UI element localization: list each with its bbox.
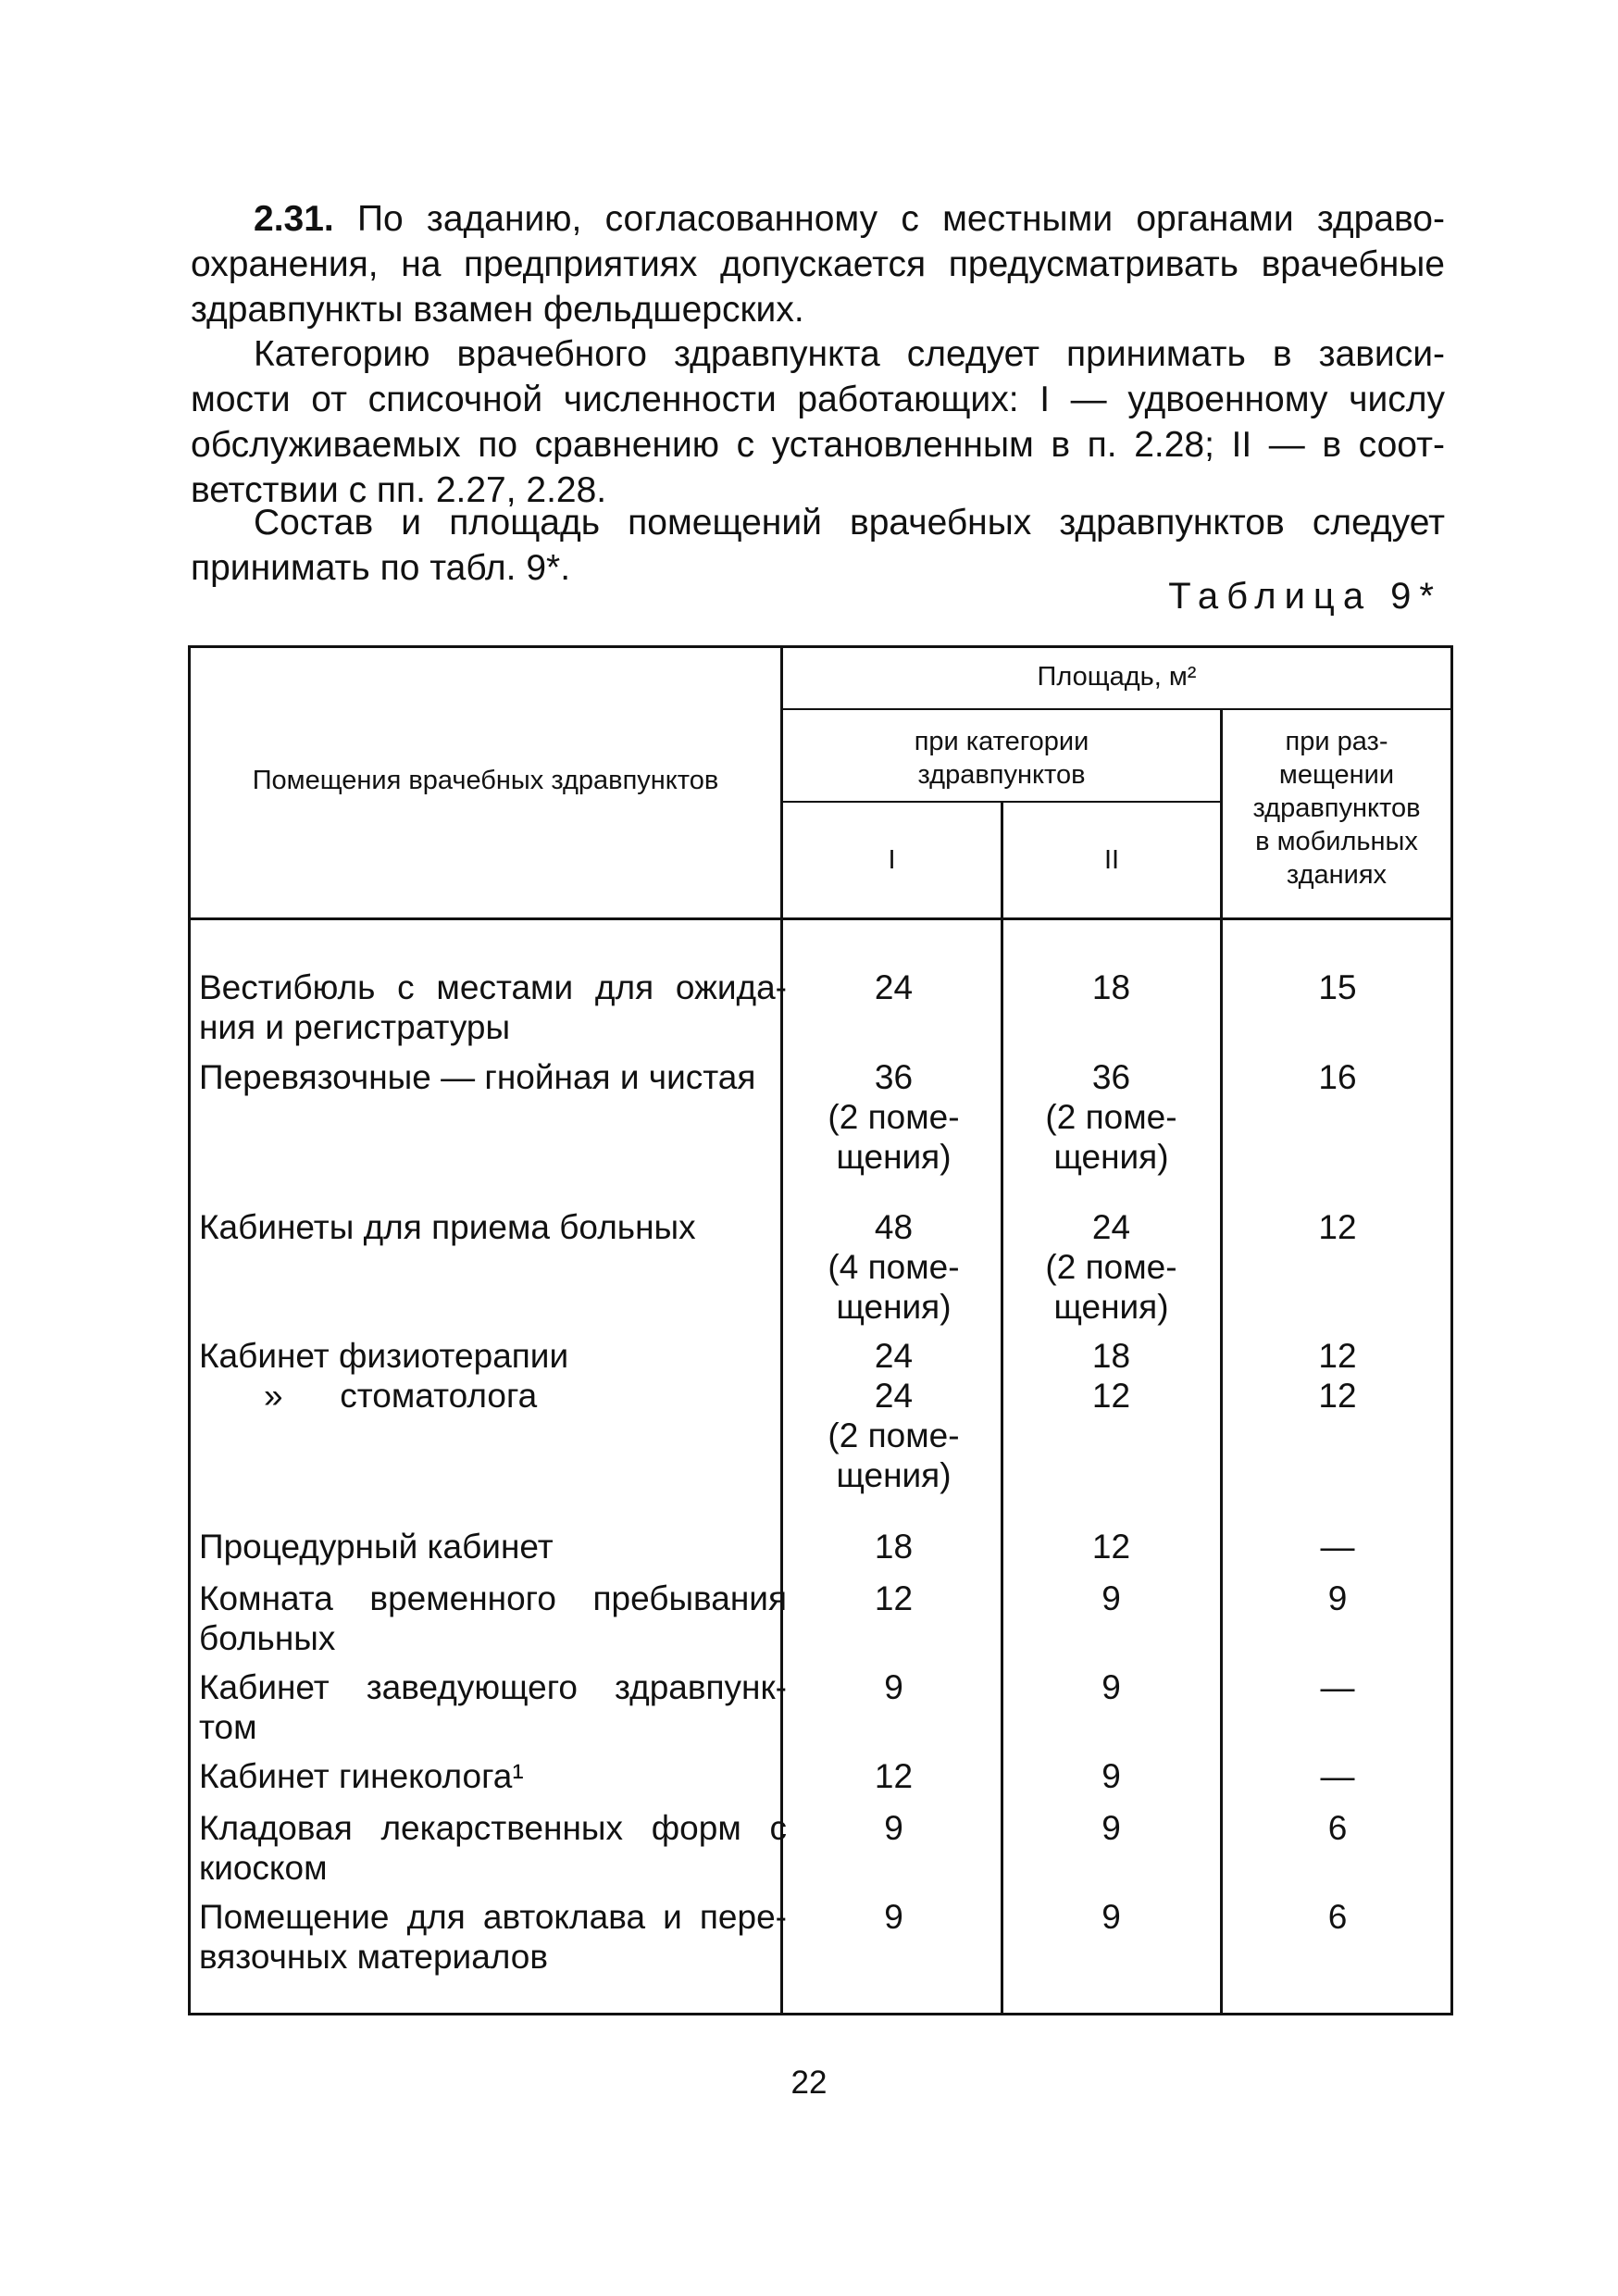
cell-cat2: 9 — [1101, 1579, 1121, 1617]
page-number: 22 — [790, 2065, 828, 2101]
cell-cat2: 24 (2 поме- щения) — [1045, 1208, 1177, 1326]
cell-cat2: 9 — [1101, 1809, 1121, 1847]
paragraph-line: Состав и площадь помещений врачебных здравпунктов следует — [254, 503, 1445, 543]
section-number: 2.31. — [254, 199, 334, 239]
row-name-temporary-stay: Комната временного пребывания больных — [199, 1579, 787, 1657]
cell-cat1: 24 (2 поме- щения) — [828, 1377, 960, 1494]
cell-cat1: 48 (4 поме- щения) — [828, 1208, 960, 1326]
cell-cat2: 18 — [1091, 1337, 1131, 1375]
paragraph-line: ветствии с пп. 2.27, 2.28. — [191, 470, 607, 510]
cell-mobile: 12 — [1318, 1377, 1357, 1415]
table-border-left — [188, 645, 191, 2015]
cell-cat2: 9 — [1101, 1898, 1121, 1936]
cell-mobile: 9 — [1327, 1579, 1348, 1617]
row-name-reception-rooms: Кабинеты для приема больных — [199, 1208, 696, 1246]
cell-cat1: 12 — [874, 1579, 914, 1617]
cell-mobile: — — [1320, 1757, 1355, 1795]
paragraph-line: 2.31. По заданию, согласованному с местными органами здраво- — [254, 199, 1445, 239]
cell-cat1: 36 (2 поме- щения) — [828, 1058, 960, 1176]
cell-cat1: 24 — [874, 968, 914, 1006]
table-caption: Таблица 9* — [1168, 576, 1442, 617]
cell-cat1: 12 — [874, 1757, 914, 1795]
cell-cat2: 36 (2 поме- щения) — [1045, 1058, 1177, 1176]
row-name-autoclave-room: Помещение для автоклава и пере- вязочных материалов — [199, 1898, 787, 1976]
header-area: Площадь, м² — [1037, 662, 1197, 692]
paragraph-2-31 — [191, 196, 1445, 332]
cell-mobile: 12 — [1318, 1337, 1357, 1375]
table-border-right — [1450, 645, 1453, 2015]
paragraph-line: охранения, на предприятиях допускается предусматривать врачебные — [191, 244, 1445, 284]
cell-cat1: 24 — [874, 1337, 914, 1375]
row-name-dentist: » стоматолога — [264, 1377, 538, 1415]
cell-cat2: 12 — [1091, 1528, 1131, 1566]
paragraph-line: мости от списочной численности работающих: I — удвоенному числу — [191, 380, 1445, 419]
paragraph-line: обслуживаемых по сравнению с установленным в п. 2.28; II — в соот- — [191, 425, 1445, 465]
paragraph-line: Категорию врачебного здравпункта следует принимать в зависи- — [254, 334, 1445, 374]
cell-mobile: 12 — [1318, 1208, 1357, 1246]
paragraph-category — [191, 331, 1445, 513]
row-name-dressing-rooms: Перевязочные — гнойная и чистая — [199, 1058, 756, 1096]
row-name-vestibule: Вестибюль с местами для ожида- ния и регистратуры — [199, 968, 787, 1046]
rooms-area-table — [188, 645, 1453, 2015]
row-name-pharmacy-storage: Кладовая лекарственных форм с киоском — [199, 1809, 787, 1887]
cell-cat2: 18 — [1091, 968, 1131, 1006]
cell-cat2: 12 — [1091, 1377, 1131, 1415]
cell-mobile: 15 — [1318, 968, 1357, 1006]
row-name-head-office: Кабинет заведующего здравпунк- том — [199, 1668, 787, 1746]
header-category-1: I — [888, 845, 896, 875]
paragraph-line: принимать по табл. 9*. — [191, 548, 571, 588]
header-mobile-buildings: при раз- мещении здравпунктов в мобильных зданиях — [1252, 727, 1421, 890]
header-by-category: при категории здравпунктов — [914, 727, 1089, 790]
cell-mobile: 6 — [1327, 1898, 1348, 1936]
cell-cat1: 9 — [884, 1809, 903, 1847]
row-name-procedure-room: Процедурный кабинет — [199, 1528, 554, 1566]
cell-cat2: 9 — [1101, 1668, 1121, 1706]
header-divider — [783, 708, 1453, 710]
cell-cat2: 9 — [1101, 1757, 1121, 1795]
row-name-physiotherapy: Кабинет физиотерапии — [199, 1337, 569, 1375]
header-divider — [783, 801, 1220, 803]
cell-mobile: — — [1320, 1528, 1355, 1566]
cell-mobile: — — [1320, 1668, 1355, 1706]
header-category-2: II — [1103, 845, 1120, 875]
header-rooms: Помещения врачебных здравпунктов — [252, 766, 719, 795]
column-divider — [1220, 708, 1223, 2015]
cell-cat1: 9 — [884, 1668, 903, 1706]
column-divider — [1001, 801, 1003, 2015]
cell-mobile: 16 — [1318, 1058, 1357, 1096]
cell-cat1: 9 — [884, 1898, 903, 1936]
table-border-bottom — [188, 2013, 1453, 2015]
cell-mobile: 6 — [1327, 1809, 1348, 1847]
table-border-top — [188, 645, 1453, 648]
cell-cat1: 18 — [874, 1528, 914, 1566]
row-name-gynecologist: Кабинет гинеколога¹ — [199, 1757, 524, 1795]
header-bottom-rule — [188, 917, 1453, 920]
paragraph-line: здравпункты взамен фельдшерских. — [191, 290, 804, 330]
